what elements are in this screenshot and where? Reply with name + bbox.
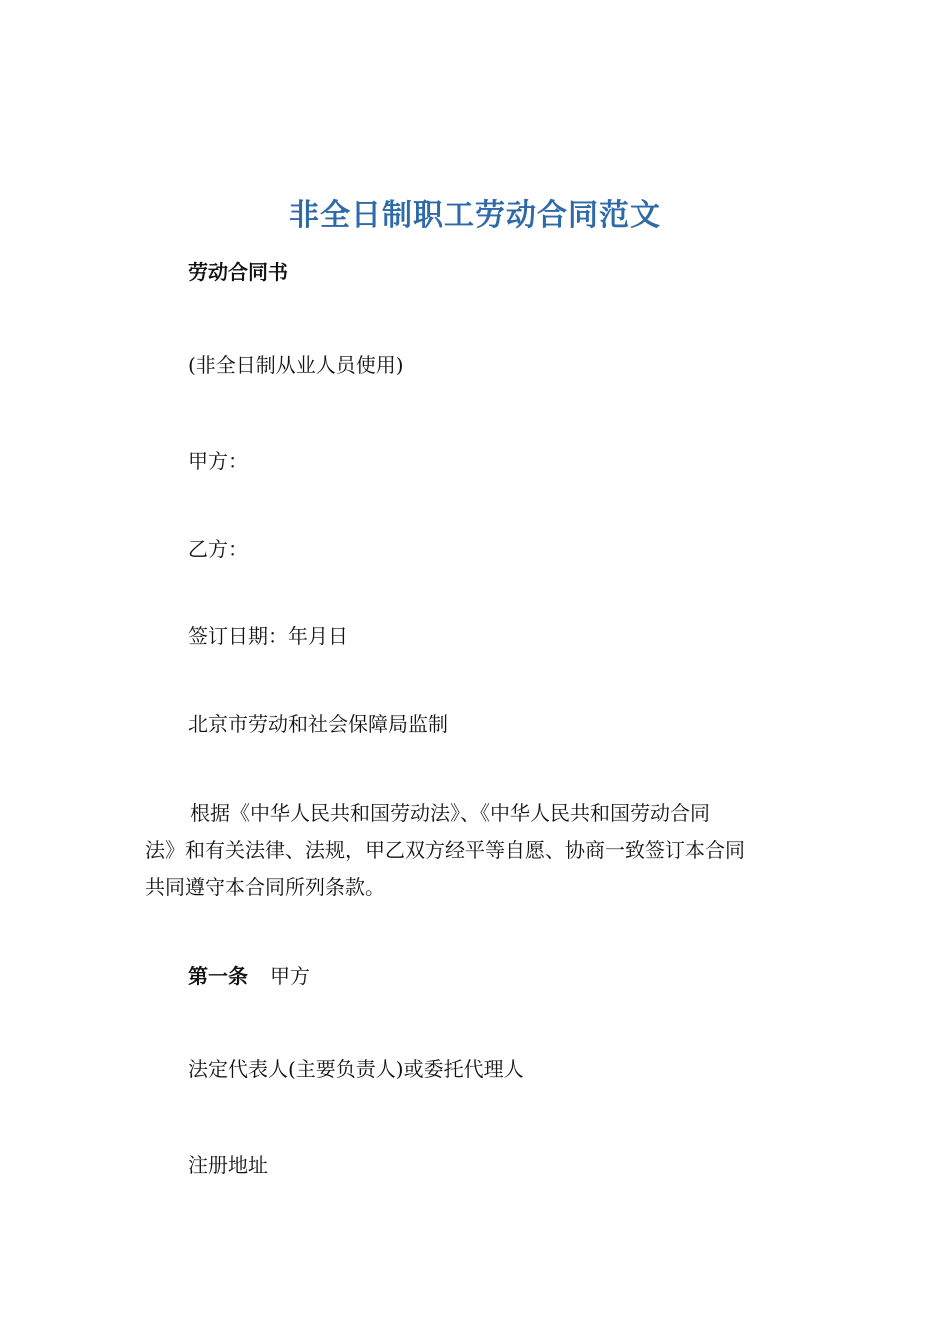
preamble-line: 共同遵守本合同所列条款。 xyxy=(145,875,385,899)
supervisor-note: 北京市劳动和社会保障局监制 xyxy=(188,712,448,736)
article-1-label: 第一条 xyxy=(188,964,248,988)
article-1-text: 甲方 xyxy=(270,964,310,988)
signing-date: 签订日期：年月日 xyxy=(188,624,348,648)
registered-address-label: 注册地址 xyxy=(188,1153,268,1177)
preamble-line: 法》和有关法律、法规，甲乙双方经平等自愿、协商一致签订本合同 xyxy=(145,838,745,862)
contract-heading: 劳动合同书 xyxy=(188,260,288,284)
legal-representative-label: 法定代表人(主要负责人)或委托代理人 xyxy=(188,1057,524,1081)
party-b-label: 乙方： xyxy=(188,537,248,561)
party-a-label: 甲方： xyxy=(188,449,248,473)
preamble-paragraph xyxy=(145,795,810,906)
document-title: 非全日制职工劳动合同范文 xyxy=(289,198,661,233)
usage-note: (非全日制从业人员使用) xyxy=(188,353,404,377)
article-1 xyxy=(188,962,310,990)
preamble-line: 根据《中华人民共和国劳动法》、《中华人民共和国劳动合同 xyxy=(190,801,710,825)
